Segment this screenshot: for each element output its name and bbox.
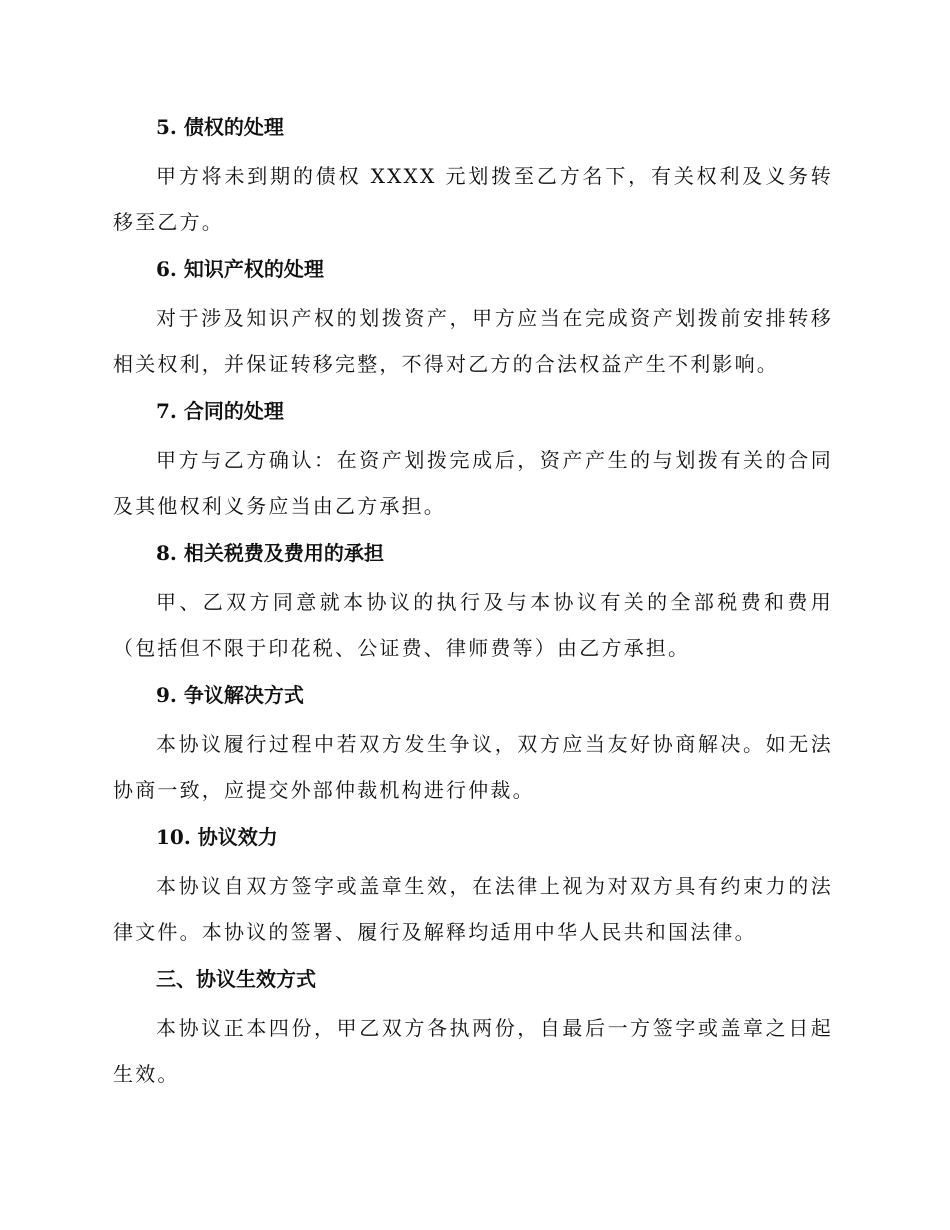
section-paragraph: 甲方与乙方确认：在资产划拨完成后，资产产生的与划拨有关的合同及其他权利义务应当由乙方承担。 [113,448,833,518]
section-heading: 7. 合同的处理 [156,399,284,423]
section-heading: 9. 争议解决方式 [156,683,304,707]
section-heading: 10. 协议效力 [156,825,278,849]
section-paragraph: 甲方将未到期的债权 XXXX 元划拨至乙方名下，有关权利及义务转移至乙方。 [113,164,833,234]
section-debt [113,107,833,245]
section-heading: 三、协议生效方式 [156,967,316,991]
section-paragraph: 本协议履行过程中若双方发生争议，双方应当友好协商解决。如无法协商一致，应提交外部仲裁机构进行仲裁。 [113,732,833,802]
section-intellectual-property [113,249,833,387]
section-contracts [113,391,833,529]
section-agreement-validity [113,817,833,955]
section-dispute-resolution [113,675,833,813]
document-page [113,107,833,1101]
section-taxes-fees [113,533,833,671]
section-paragraph: 对于涉及知识产权的划拨资产，甲方应当在完成资产划拨前安排转移相关权利，并保证转移完整，不得对乙方的合法权益产生不利影响。 [113,306,833,376]
section-effectiveness [113,959,833,1097]
section-heading: 6. 知识产权的处理 [156,257,324,281]
section-heading: 8. 相关税费及费用的承担 [156,541,384,565]
section-paragraph: 本协议自双方签字或盖章生效，在法律上视为对双方具有约束力的法律文件。本协议的签署、履行及解释均适用中华人民共和国法律。 [113,874,833,944]
section-paragraph: 本协议正本四份，甲乙双方各执两份，自最后一方签字或盖章之日起生效。 [113,1016,833,1086]
section-paragraph: 甲、乙双方同意就本协议的执行及与本协议有关的全部税费和费用（包括但不限于印花税、公证费、律师费等）由乙方承担。 [113,590,833,660]
section-heading: 5. 债权的处理 [156,115,284,139]
